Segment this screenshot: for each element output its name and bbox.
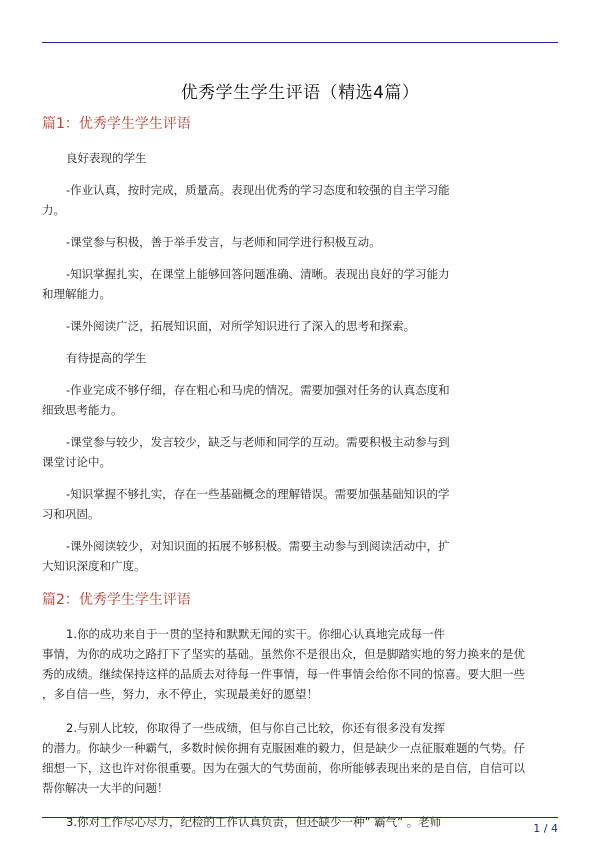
paragraph: -课堂参与较少，发言较少，缺乏与老师和同学的互动。需要积极主动参与到 课堂讨论中。 — [42, 435, 450, 469]
paragraph: -课外阅读广泛，拓展知识面，对所学知识进行了深入的思考和探索。 — [66, 319, 416, 333]
paragraph: -作业完成不够仔细，存在粗心和马虎的情况。需要加强对任务的认真态度和 细致思考能力。 — [42, 383, 450, 417]
section1-paragraphs — [42, 148, 558, 576]
footer-rule — [42, 817, 558, 818]
subheading-improve-students: 有待提高的学生 — [66, 351, 147, 365]
section2-paragraphs — [42, 624, 558, 832]
section2-heading: 篇2：优秀学生学生评语 — [42, 592, 191, 608]
paragraph: -作业认真，按时完成，质量高。表现出优秀的学习态度和较强的自主学习能 力。 — [42, 183, 450, 217]
paragraph: -知识掌握不够扎实，存在一些基础概念的理解错误。需要加强基础知识的学 习和巩固。 — [42, 487, 450, 521]
header-rule — [42, 42, 558, 43]
document-body — [42, 114, 558, 846]
paragraph: 3.你对工作尽心尽力，纪检的工作认真负责，但还缺少一种” 霸气” 。老师 — [66, 815, 442, 829]
paragraph: -课堂参与积极，善于举手发言，与老师和同学进行积极互动。 — [66, 235, 381, 249]
subheading-good-students: 良好表现的学生 — [66, 151, 147, 165]
paragraph: 1.你的成功来自于一贯的坚持和默默无闻的实干。你细心认真地完成每一件 事情，为你的成功之路打下了坚实的基础。虽然你不是很出众，但是脚踏实地的努力换来的是优 秀的成绩。继续保持这样的品质去对待每一件事情，每一件事情会给你不同的惊喜。要大胆一些 ，多自信一些，努力，永不停止，实现最美好的愿望！ — [42, 627, 525, 701]
paragraph: 2.与别人比较，你取得了一些成绩，但与你自己比较，你还有很多没有发挥 的潜力。你缺少一种霸气，多数时候你拥有克服困难的毅力，但是缺少一点征服难题的气势。仔 细想一下，这也许对你很重要。因为在强大的气势面前，你所能够表现出来的是自信，自信可以 帮你解决一大半的问题！ — [42, 721, 525, 795]
page-number: 1 / 4 — [533, 822, 558, 835]
document-title: 优秀学生学生评语（精选4篇） — [180, 83, 420, 103]
section1-heading: 篇1：优秀学生学生评语 — [42, 116, 191, 132]
paragraph: -课外阅读较少，对知识面的拓展不够积极。需要主动参与到阅读活动中，扩 大知识深度和广度。 — [42, 539, 450, 573]
paragraph: -知识掌握扎实，在课堂上能够回答问题准确、清晰。表现出良好的学习能力 和理解能力。 — [42, 267, 450, 301]
